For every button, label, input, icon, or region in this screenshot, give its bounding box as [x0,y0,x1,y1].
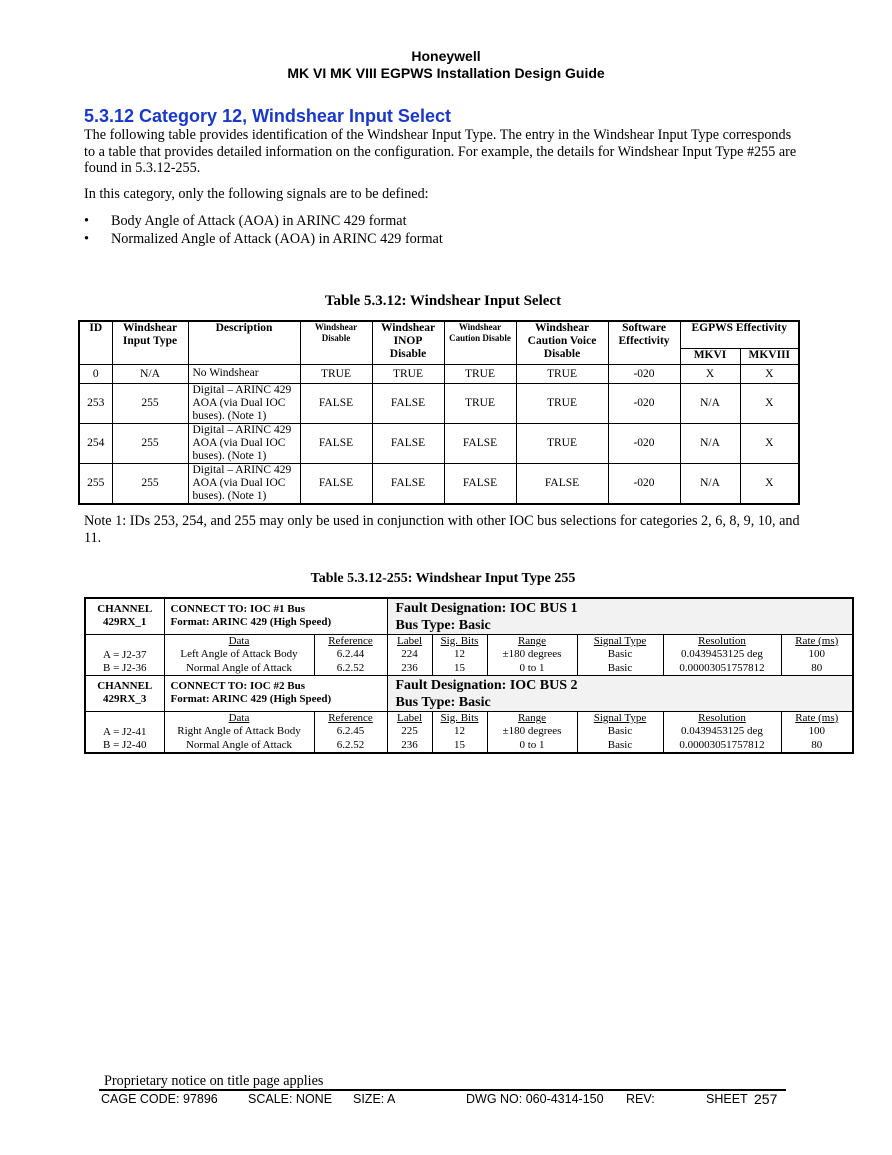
cell: TRUE [300,364,372,383]
cell: ±180 degrees [487,725,577,738]
bus-type: Bus Type: Basic [395,695,491,710]
header-doc-title: MK VI MK VIII EGPWS Installation Design Guide [287,65,605,81]
cell: FALSE [300,463,372,504]
cell: Left Angle of Attack Body [164,648,314,661]
cell: 0 to 1 [487,739,577,753]
cell: 0.0439453125 deg [663,648,781,661]
cell: Digital – ARINC 429 AOA (via Dual IOC buses). (Note 1) [188,383,300,423]
col-header-data [164,712,314,726]
signal-list [84,212,443,248]
cell: X [740,423,799,463]
cell: -020 [608,364,680,383]
section-intro: The following table provides identification of the Windshear Input Type. The entry in the Windshear Input Type corresponds to a table that provides detailed information on the configuration. For example, the details for Windshear Input Type #255 are found in 5.3.12-255. [84,127,797,176]
cell: FALSE [300,383,372,423]
pin-b: B = J2-40 [103,739,147,751]
cell: 6.2.44 [314,648,387,661]
col-header-signal-type [577,712,663,726]
category-note: In this category, only the following signals are to be defined: [84,186,429,202]
connect-to: CONNECT TO: IOC #2 Bus [170,680,305,692]
cage-code: CAGE CODE: 97896 [101,1092,218,1106]
col-header-sig-bits [432,712,487,726]
cell: N/A [680,383,740,423]
revision: REV: [626,1092,655,1106]
table-row [85,648,853,661]
bus-format: Format: ARINC 429 (High Speed) [170,693,332,705]
header-text: Signal Type [593,635,647,647]
col-header-egpws: EGPWS Effectivity [680,321,799,348]
cell: 255 [112,423,188,463]
col-header-mkvi: MKVI [680,348,740,364]
list-item [84,212,443,230]
header-text: Data [228,635,250,647]
cell: 0 [79,364,112,383]
col-header-sig-bits [432,635,487,649]
header-text: Sig. Bits [440,635,479,647]
cell: X [740,383,799,423]
col-header-description: Description [188,321,300,364]
cell: ±180 degrees [487,648,577,661]
pin-assignment [85,712,164,754]
header-text: Range [517,635,547,647]
col-header-range [487,635,577,649]
cell: Basic [577,725,663,738]
cell: Digital – ARINC 429 AOA (via Dual IOC buses). (Note 1) [188,423,300,463]
col-header-reference [314,635,387,649]
table-row [79,423,799,463]
cell: X [740,463,799,504]
col-header-mkviii: MKVIII [740,348,799,364]
col-header-id: ID [79,321,112,364]
col-header-resolution [663,635,781,649]
col-header-range [487,712,577,726]
table-row [85,725,853,738]
cell: TRUE [444,383,516,423]
table-row [85,662,853,676]
cell: 255 [112,383,188,423]
cell: 6.2.52 [314,662,387,676]
cell: 80 [781,662,853,676]
footer-divider [99,1089,786,1091]
table-row [85,739,853,753]
cell: X [740,364,799,383]
fault-designation-text: Fault Designation: IOC BUS 1 [395,601,578,616]
cell: 6.2.45 [314,725,387,738]
header-text: Signal Type [593,712,647,724]
bus-format: Format: ARINC 429 (High Speed) [170,616,332,628]
fault-designation [387,676,853,712]
col-header-label [387,635,432,649]
col-header-signal-type [577,635,663,649]
col-header-input-type: Windshear Input Type [112,321,188,364]
cell: Basic [577,739,663,753]
col-header-voice-disable: Windshear Caution Voice Disable [516,321,608,364]
cell: 254 [79,423,112,463]
bullet-icon: • [84,213,89,229]
sheet-number: 257 [754,1091,778,1107]
table-row [79,383,799,423]
header-text: Range [517,712,547,724]
dwg-number: DWG NO: 060-4314-150 [466,1092,604,1106]
cell: Basic [577,662,663,676]
cell: Digital – ARINC 429 AOA (via Dual IOC buses). (Note 1) [188,463,300,504]
cell: FALSE [300,423,372,463]
cell: 0.00003051757812 [663,662,781,676]
cell: 236 [387,662,432,676]
cell: 6.2.52 [314,739,387,753]
proprietary-notice: Proprietary notice on title page applies [104,1073,324,1089]
cell: TRUE [516,423,608,463]
cell: 236 [387,739,432,753]
header-company: Honeywell [411,48,481,64]
windshear-input-type-255-table [84,597,854,754]
connect-to: CONNECT TO: IOC #1 Bus [170,603,305,615]
fault-designation [387,598,853,635]
connect-info [164,676,387,712]
table-header-row [79,321,799,348]
col-header-rate [781,712,853,726]
header-text: Rate (ms) [795,635,839,647]
cell: -020 [608,383,680,423]
scale: SCALE: NONE [248,1092,333,1106]
table1-note: Note 1: IDs 253, 254, and 255 may only be used in conjunction with other IOC bus selections for categories 2, 6, 8, 9, 10, and 11. [84,513,800,546]
cell: FALSE [372,423,444,463]
table1-caption: Table 5.3.12: Windshear Input Select [324,293,562,309]
cell: N/A [112,364,188,383]
cell: TRUE [516,383,608,423]
header-text: Reference [328,712,373,724]
cell: Right Angle of Attack Body [164,725,314,738]
pin-a: A = J2-41 [103,726,147,738]
cell: 100 [808,648,826,661]
channel-id: CHANNEL 429RX_3 [85,676,164,712]
bus-type: Bus Type: Basic [395,618,491,633]
cell: FALSE [372,383,444,423]
header-text: Data [228,712,250,724]
cell: Normal Angle of Attack [164,739,314,753]
cell: 100 [808,725,826,738]
cell: 80 [811,738,823,751]
header-text: Label [396,712,423,724]
cell: 225 [387,725,432,738]
col-header-inop-disable: Windshear INOP Disable [372,321,444,364]
cell: FALSE [372,463,444,504]
cell: N/A [680,423,740,463]
table2-caption: Table 5.3.12-255: Windshear Input Type 255 [310,571,576,586]
size: SIZE: A [353,1092,396,1106]
cell: 0.0439453125 deg [663,725,781,738]
col-header-caution-disable [444,321,516,364]
cell: TRUE [516,364,608,383]
cell: FALSE [444,423,516,463]
cell: 12 [432,725,487,738]
connect-info [164,598,387,635]
section-title: 5.3.12 Category 12, Windshear Input Select [84,106,451,126]
cell: 0 to 1 [487,662,577,676]
fault-designation-text: Fault Designation: IOC BUS 2 [395,678,578,693]
channel-id: CHANNEL 429RX_1 [85,598,164,635]
cell: 15 [432,739,487,753]
channel-header-row [85,598,853,635]
column-header-row [85,712,853,726]
channel-header-row [85,676,853,712]
pin-a: A = J2-37 [103,649,147,661]
cell: 224 [387,648,432,661]
cell: 0.00003051757812 [663,739,781,753]
list-item-text: Body Angle of Attack (AOA) in ARINC 429 format [111,213,407,229]
header-text: Rate (ms) [795,712,839,724]
list-item [84,230,443,248]
col-header-data [164,635,314,649]
cell: 253 [79,383,112,423]
cell: X [680,364,740,383]
cell: FALSE [444,463,516,504]
table-row [79,364,799,383]
cell: TRUE [372,364,444,383]
cell: No Windshear [188,364,300,383]
header-text: Resolution [698,635,746,647]
windshear-input-select-table [78,320,800,505]
cell: 12 [432,648,487,661]
cell: FALSE [516,463,608,504]
header-text: Label [396,635,423,647]
table-row [79,463,799,504]
col-header-ws-disable: Windshear Disable [300,321,372,364]
cell: 15 [432,662,487,676]
cell: Normal Angle of Attack [164,662,314,676]
list-item-text: Normalized Angle of Attack (AOA) in ARINC 429 format [111,231,443,247]
header-text: Sig. Bits [440,712,479,724]
column-header-row [85,635,853,649]
cell: 255 [112,463,188,504]
pin-assignment [85,635,164,676]
header-text: Windshear Caution Disable [449,322,511,343]
col-header-rate [781,635,853,649]
sheet-label: SHEET [706,1092,748,1106]
bullet-icon: • [84,231,89,247]
cell: -020 [608,423,680,463]
cell: Basic [577,648,663,661]
header-text: Resolution [698,712,746,724]
col-header-reference [314,712,387,726]
cell: -020 [608,463,680,504]
cell: N/A [680,463,740,504]
col-header-label [387,712,432,726]
col-header-software: Software Effectivity [608,321,680,364]
header-text: Reference [328,635,373,647]
pin-b: B = J2-36 [103,662,147,674]
cell: TRUE [444,364,516,383]
cell: 255 [79,463,112,504]
col-header-resolution [663,712,781,726]
